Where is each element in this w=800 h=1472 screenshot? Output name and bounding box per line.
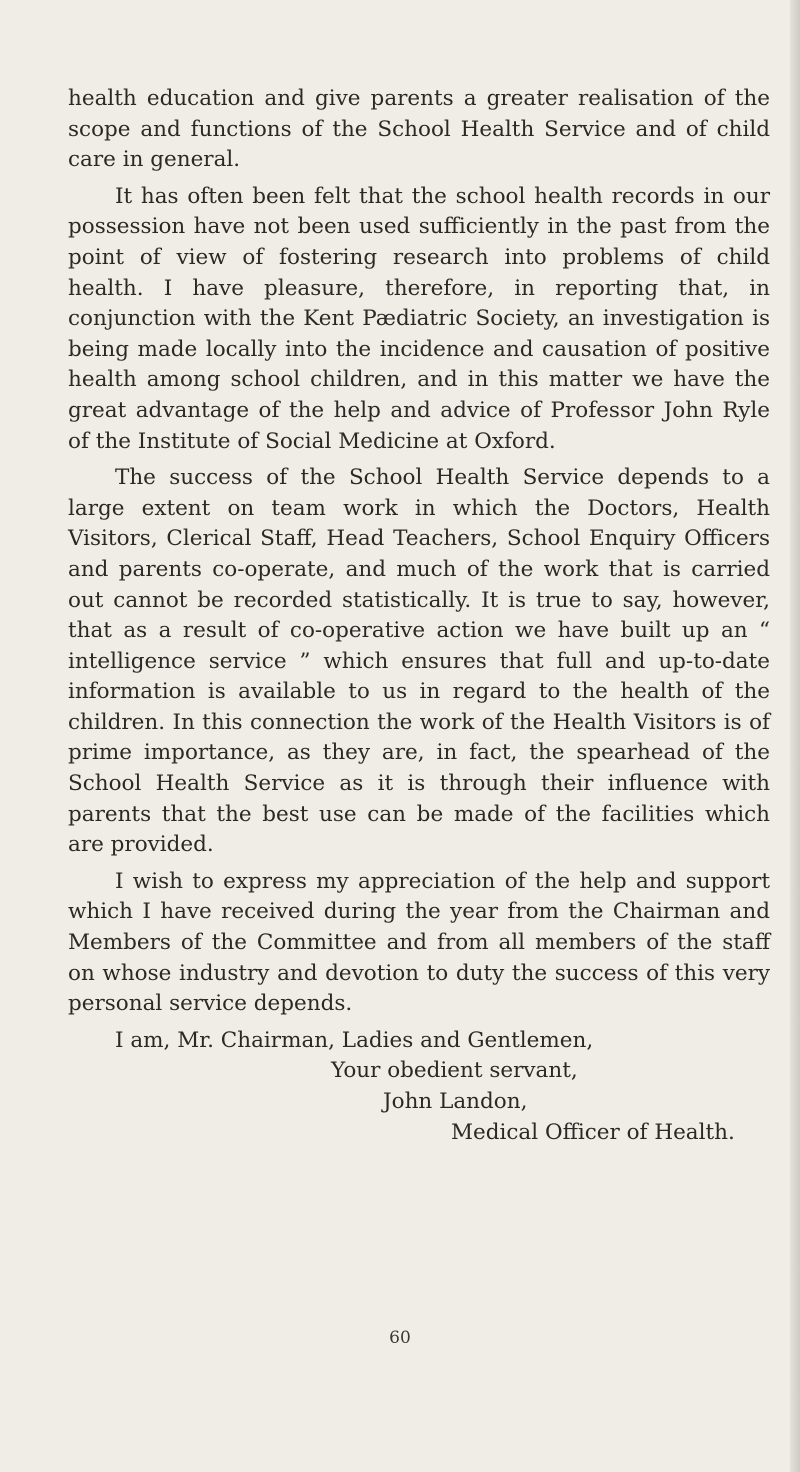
- paragraph-research: It has often been felt that the school health records in our possession have not been used sufficiently in the past from the point of view of fostering research into problems of child health. I have pleasure, therefore, in reporting that, in conjunction with the Kent Pædiatric Society, an investigation is being made locally into the incidence and causation of positive health among school children, and in this matter we have the great advantage of the help and advice of Professor John Ryle of the Institute of Social Medicine at Oxford.: [68, 183, 770, 454]
- paragraph-team-work: The success of the School Health Service depends to a large extent on team work in which the Doctors, Health Visitors, Clerical Staff, Head Teachers, School Enquiry Officers and parents co-operate, and much of the work that is carried out cannot be recorded statistically. It is true to say, however, that as a result of co-operative action we have built up an “ intelligence service ” which ensures that full and up-to-date information is available to us in regard to the health of the children. In this connection the work of the Health Visitors is of prime importance, as they are, in fact, the spearhead of the School Health Service as it is through their influence with parents that the best use can be made of the facilities which are provided.: [68, 465, 770, 858]
- page-number: 60: [389, 1328, 411, 1348]
- paragraph-continuation: health education and give parents a greater realisation of the scope and functions of the School Health Service and of child care in general.: [68, 86, 770, 173]
- paragraph-appreciation: I wish to express my appreciation of the help and support which I have received during the year from the Chairman and Members of the Committee and from all members of the staff on whose industry and devotion to duty the success of this very personal service depends.: [68, 868, 770, 1017]
- signatory-title: Medical Officer of Health.: [451, 1119, 735, 1145]
- closing-block: [68, 1026, 770, 1148]
- closing-valediction: Your obedient servant,: [331, 1058, 578, 1084]
- signatory-name: John Landon,: [383, 1089, 528, 1114]
- page-edge: [790, 0, 800, 1472]
- body-text: [68, 84, 770, 1148]
- closing-greeting: I am, Mr. Chairman, Ladies and Gentlemen,: [115, 1027, 594, 1053]
